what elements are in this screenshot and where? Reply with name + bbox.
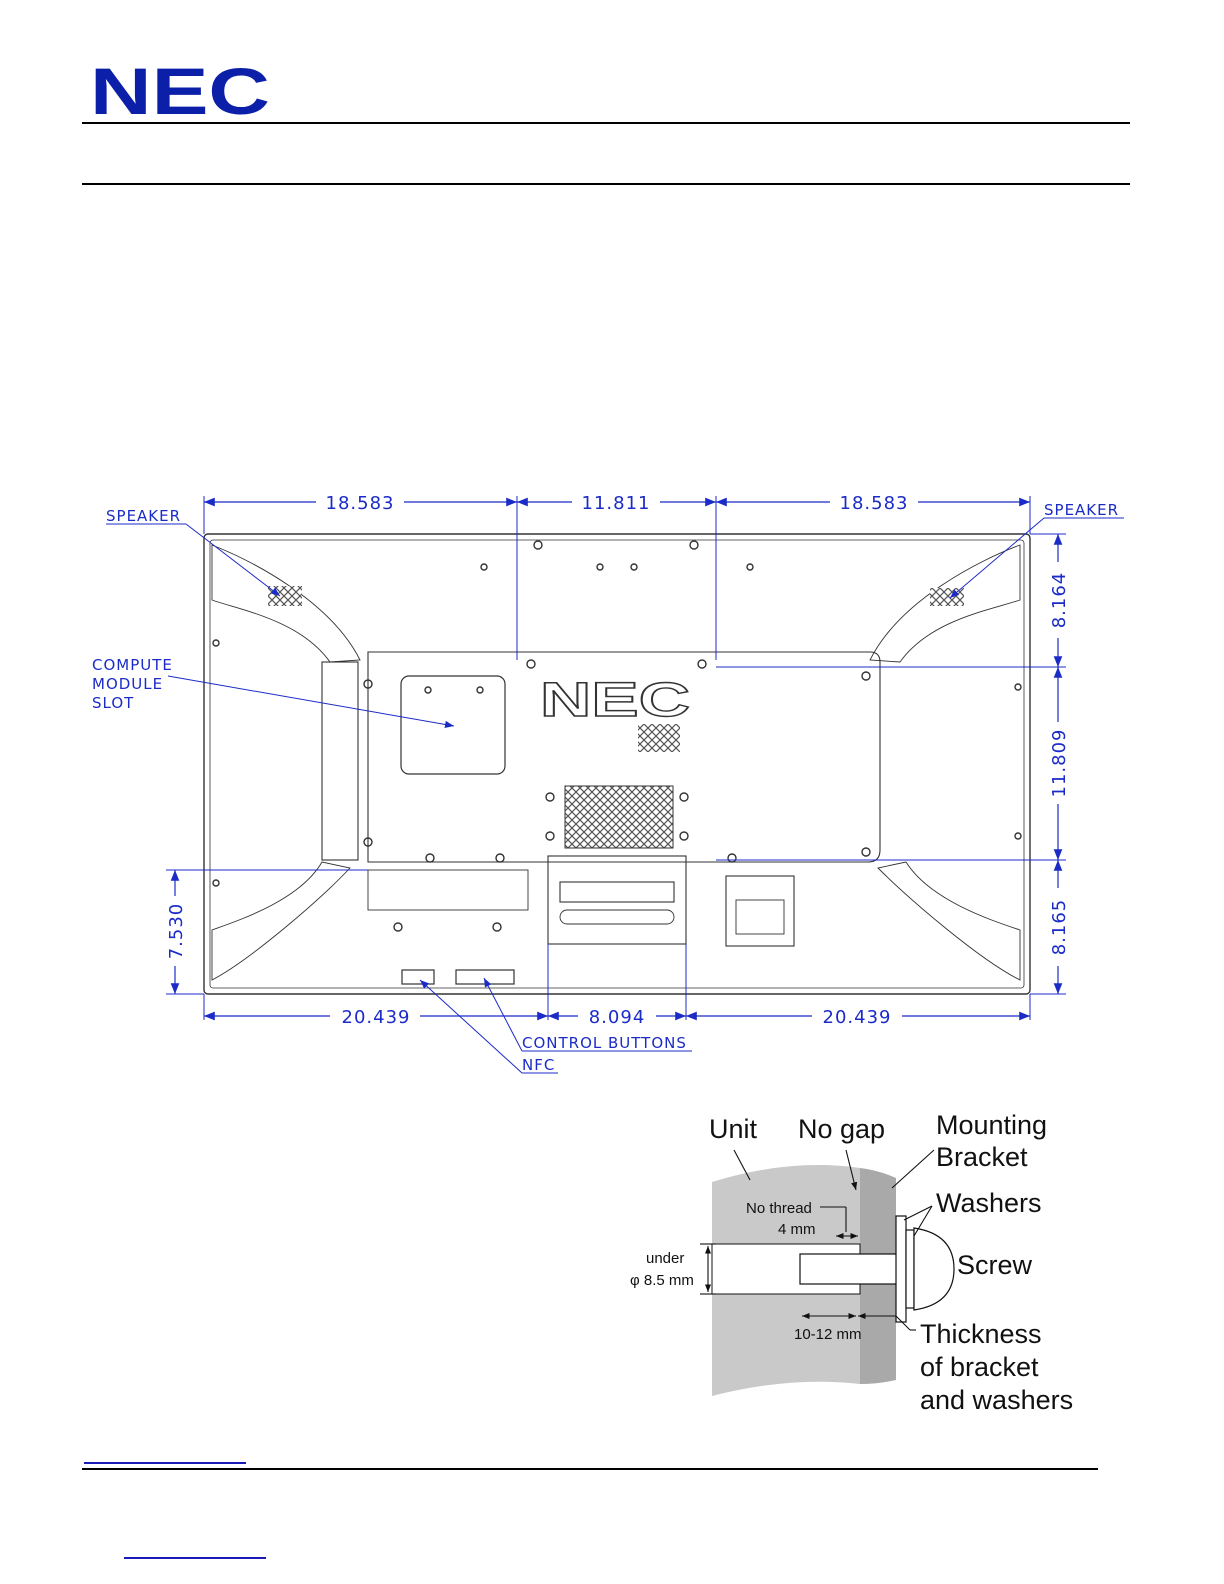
label-thickness-3: and washers <box>920 1385 1074 1415</box>
label-thickness-1: Thickness <box>920 1319 1042 1349</box>
panel-logo: NEC <box>540 674 690 727</box>
dim-bottom-left: 20.439 <box>341 1007 411 1028</box>
label-bracket: Bracket <box>936 1142 1028 1172</box>
label-thickness-2: of bracket <box>920 1352 1039 1382</box>
callout-speaker-left: SPEAKER <box>106 507 182 525</box>
header-rule-top <box>82 122 1130 124</box>
screw-shaft <box>800 1254 904 1284</box>
label-mounting: Mounting <box>936 1110 1048 1140</box>
label-4mm: 4 mm <box>778 1221 816 1238</box>
label-range: 10-12 mm <box>794 1326 862 1343</box>
rear-dimension-drawing <box>80 488 1150 1078</box>
footer-link-underline[interactable] <box>84 1462 246 1464</box>
callout-control-buttons: CONTROL BUTTONS <box>522 1034 687 1052</box>
label-unit: Unit <box>709 1114 758 1144</box>
label-phi: φ 8.5 mm <box>630 1272 694 1289</box>
label-washers: Washers <box>936 1188 1042 1218</box>
screw-head <box>914 1228 954 1310</box>
nec-logo <box>90 64 272 120</box>
dim-top-right: 18.583 <box>839 493 909 514</box>
dim-top-left: 18.583 <box>325 493 395 514</box>
extension-lines <box>166 496 1066 1020</box>
speaker-grille-left <box>268 586 302 606</box>
dim-bottom-right: 20.439 <box>822 1007 892 1028</box>
callout-compute-line3: SLOT <box>92 694 135 712</box>
footer-link-underline-2[interactable] <box>124 1557 266 1559</box>
screw-holes <box>213 541 1021 931</box>
display-rear-panel <box>204 534 1030 994</box>
dim-right-middle: 11.809 <box>1049 728 1070 798</box>
callout-compute-line2: MODULE <box>92 675 164 693</box>
callout-speaker-right: SPEAKER <box>1044 501 1120 519</box>
footer-rule <box>82 1468 1098 1470</box>
header-rule-bottom <box>82 183 1130 185</box>
callout-nfc: NFC <box>522 1056 556 1074</box>
vent-grille <box>565 786 673 848</box>
dim-right-top: 8.164 <box>1049 571 1070 629</box>
dim-bottom-center: 8.094 <box>588 1007 646 1028</box>
washer-1 <box>896 1216 906 1322</box>
label-no-thread: No thread <box>746 1200 812 1217</box>
callout-compute-line1: COMPUTE <box>92 656 173 674</box>
label-under: under <box>646 1250 685 1267</box>
dim-top-center: 11.811 <box>581 493 651 514</box>
dim-left: 7.530 <box>166 902 187 960</box>
dim-right-bottom: 8.165 <box>1049 898 1070 956</box>
label-screw: Screw <box>957 1250 1033 1280</box>
mounting-screw-diagram <box>620 1100 1090 1430</box>
qr-pattern <box>638 724 680 752</box>
washer-2 <box>906 1230 914 1308</box>
label-no-gap: No gap <box>798 1114 886 1144</box>
logo-text: NEC <box>90 64 270 120</box>
